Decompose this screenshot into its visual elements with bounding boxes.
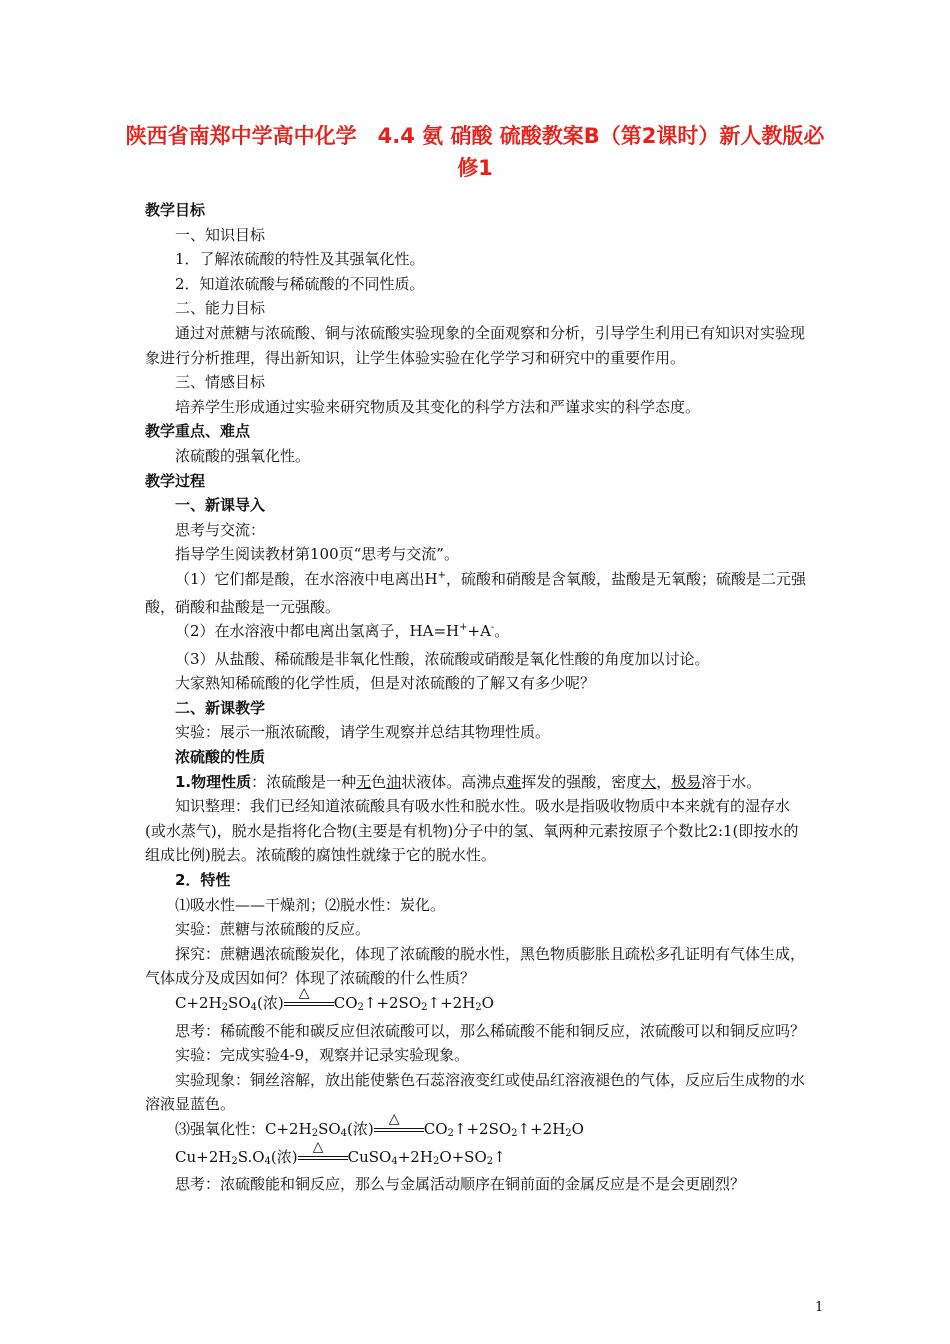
subheading-emotion: 三、情感目标 [175,373,266,392]
special-properties: ⑴吸水性——干燥剂；⑵脱水性：炭化。 [175,895,446,914]
heading-key-points: 教学重点、难点 [145,422,251,441]
goal-item-2: 2．知道浓硫酸与稀硫酸的不同性质。 [175,274,425,293]
subheading-ability: 二、能力目标 [175,299,266,318]
goal-item-1: 1．了解浓硫酸的特性及其强氧化性。 [175,250,425,269]
subheading-properties: 浓硫酸的性质 [175,748,266,767]
heat-arrow-icon: △ [298,1147,348,1165]
knowledge-summary: 知识整理：我们已经知道浓硫酸具有吸水性和脱水性。吸水是指吸收物质中本来就有的湿存水(或水蒸气)，脱水是指将化合物(主要是有机物)分子中的氢、氧两种元素按原子个数比2:1(即按水的组成比例)脱去。浓硫酸的腐蚀性就缘于它的脱水性。 [145,797,799,865]
document-body [145,198,810,1197]
heat-arrow-icon: △ [374,1119,424,1137]
think-3: 思考：浓硫酸能和铜反应，那么与金属活动顺序在铜前面的金属反应是不是会更剧烈？ [175,1175,746,1194]
equation-1: C+2H2SO4(浓) △ CO2↑+2SO2↑+2H2O [175,985,494,1013]
emotion-paragraph: 培养学生形成通过实验来研究物质及其变化的科学方法和严谨求实的科学态度。 [175,397,701,416]
subheading-special: 2．特性 [175,871,231,890]
equation-3: Cu+2H2S.O4(浓) △ CuSO4+2H2O+SO2↑ [175,1138,506,1167]
transition-question: 大家熟知稀硫酸的化学性质，但是对浓硫酸的了解又有多少呢？ [175,674,596,693]
experiment-3: 实验：完成实验4-9，观察并记录实验现象。 [175,1046,470,1065]
answer-3: （3）从盐酸、稀硫酸是非氧化性酸，浓硫酸或硝酸是氧化性酸的角度加以讨论。 [175,649,710,668]
equation-2: ⑶强氧化性：C+2H2SO4(浓) △ CO2↑+2SO2↑+2H2O [175,1110,584,1139]
think-label: 思考与交流： [175,520,266,539]
ability-paragraph: 通过对蔗糖与浓硫酸、铜与浓硫酸实验现象的全面观察和分析，引导学生利用已有知识对实验现象进行分析推理，得出新知识，让学生体验实验在化学学习和研究中的重要作用。 [145,323,806,367]
explore-paragraph: 探究：蔗糖遇浓硫酸炭化，体现了浓硫酸的脱水性，黑色物质膨胀且疏松多孔证明有气体生成，气体成分及成因如何？体现了浓硫酸的什么性质？ [145,944,806,988]
answer-2: （2）在水溶液中都电离出氢离子，HA=H++A-。 [175,622,510,641]
answer-1: （1）它们都是酸，在水溶液中电离出H+，硫酸和硝酸是含氧酸，盐酸是无氧酸；硫酸是二元强酸，硝酸和盐酸是一元强酸。 [145,569,807,616]
page-number: 1 [815,1300,824,1315]
physical-properties: 1.物理性质：浓硫酸是一种无色油状液体。高沸点难挥发的强酸，密度大，极易溶于水。 [175,772,762,791]
subheading-intro: 一、新课导入 [175,496,266,515]
think-2: 思考：稀硫酸不能和碳反应但浓硫酸可以，那么稀硫酸不能和铜反应，浓硫酸可以和铜反应吗？ [175,1021,806,1040]
key-points-text: 浓硫酸的强氧化性。 [175,446,311,465]
heading-goals: 教学目标 [145,201,206,219]
experiment-1: 实验：展示一瓶浓硫酸，请学生观察并总结其物理性质。 [175,723,551,742]
heading-process: 教学过程 [145,471,206,490]
subheading-new-lesson: 二、新课教学 [175,698,266,717]
heat-arrow-icon: △ [284,993,334,1011]
guide-text: 指导学生阅读教材第100页“思考与交流”。 [175,545,459,564]
subheading-knowledge: 一、知识目标 [175,225,266,244]
page-title: 陕西省南郑中学高中化学 4.4 氨 硝酸 硫酸教案B（第2课时）新人教版必修1 [125,124,825,180]
experiment-2: 实验：蔗糖与浓硫酸的反应。 [175,920,371,939]
phenomenon-paragraph: 实验现象：铜丝溶解，放出能使紫色石蕊溶液变红或使品红溶液褪色的气体，反应后生成物的水溶液显蓝色。 [145,1070,806,1114]
